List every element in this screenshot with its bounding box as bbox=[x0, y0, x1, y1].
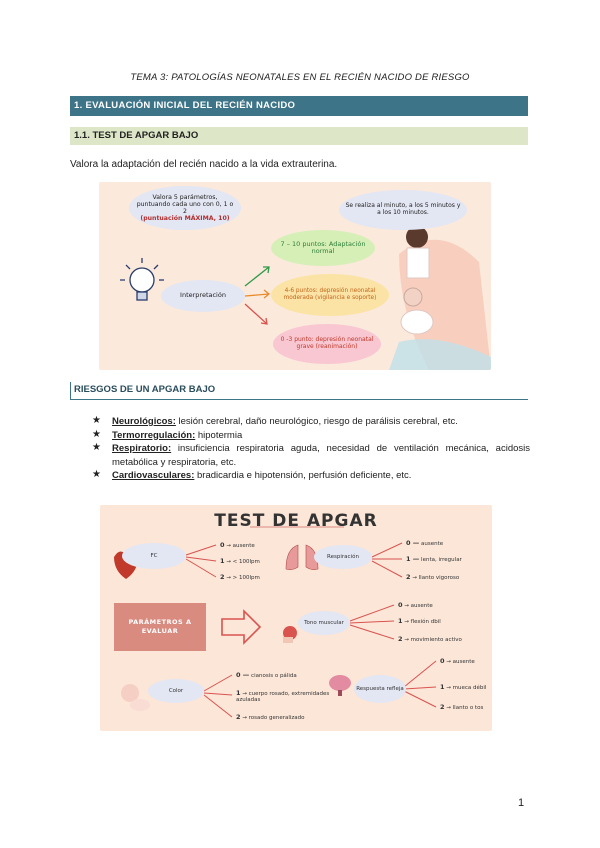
respiration-oval: Respiración bbox=[314, 545, 372, 569]
resp-option-0: 0 — ausente bbox=[406, 539, 444, 547]
reflex-option-2: 2 → llanto o tos bbox=[440, 703, 484, 711]
reflex-oval: Respuesta refleja bbox=[354, 675, 406, 703]
list-item: ★ Respiratorio: insuficiencia respiratoria aguda, necesidad de ventilación mecánica, acidosis metabólica y respiratoria, etc. bbox=[92, 442, 530, 468]
intro-text: Valora la adaptación del recién nacido a la vida extrauterina. bbox=[70, 159, 338, 170]
color-option-2: 2 → rosado generalizado bbox=[236, 713, 305, 721]
fc-option-0: 0 → ausente bbox=[220, 541, 255, 549]
parameters-box: PARÁMETROS A EVALUAR bbox=[114, 603, 206, 651]
section-heading: 1. EVALUACIÓN INICIAL DEL RECIÉN NACIDO bbox=[70, 96, 528, 116]
timing-oval: Se realiza al minuto, a los 5 minutos y a los 10 minutos. bbox=[339, 190, 467, 230]
fc-option-1: 1 → < 100lpm bbox=[220, 557, 260, 565]
muscle-tone-oval: Tono muscular bbox=[298, 611, 350, 635]
fc-oval: FC bbox=[122, 543, 186, 569]
arrow-moderate bbox=[245, 294, 269, 296]
resp-option-2: 2 → llanto vigoroso bbox=[406, 573, 460, 581]
star-bullet-icon: ★ bbox=[92, 442, 101, 453]
risks-list bbox=[90, 415, 530, 483]
apgar-interpretation-infographic bbox=[99, 182, 491, 370]
list-item: ★ Neurológicos: lesión cerebral, daño neurológico, riesgo de parálisis cerebral, etc. bbox=[92, 415, 458, 427]
reflex-option-1: 1 → mueca débil bbox=[440, 683, 487, 691]
reflex-option-0: 0 → ausente bbox=[440, 657, 475, 665]
document-title: TEMA 3: PATOLOGÍAS NEONATALES EN EL RECIÉN NACIDO DE RIESGO bbox=[130, 72, 470, 83]
arrow-severe bbox=[245, 304, 267, 324]
color-option-0: 0 — cianosis o pálida bbox=[236, 671, 297, 679]
tono-option-1: 1 → flexión dbil bbox=[398, 617, 441, 625]
tono-option-2: 2 → movimiento activo bbox=[398, 635, 462, 643]
fc-option-2: 2 → > 100lpm bbox=[220, 573, 260, 581]
baby-icon bbox=[121, 684, 150, 711]
color-oval: Color bbox=[148, 679, 204, 703]
big-arrow-icon bbox=[222, 611, 260, 643]
color-option-1: 1 → cuerpo rosado, extremidades azuladas bbox=[236, 689, 330, 703]
apgar-test-infographic bbox=[100, 505, 492, 731]
star-bullet-icon: ★ bbox=[92, 469, 101, 480]
subsection-heading: 1.1. TEST DE APGAR BAJO bbox=[70, 127, 528, 145]
muscle-icon bbox=[283, 626, 297, 643]
list-item: ★ Termorregulación: hipotermia bbox=[92, 428, 243, 441]
nurse-baby-illustration bbox=[389, 226, 491, 370]
tono-option-0: 0 → ausente bbox=[398, 601, 433, 609]
arrow-normal bbox=[245, 267, 269, 286]
params-oval: Valora 5 parámetros, puntuando cada uno con 0, 1 o 2 (puntuación MÁXIMA, 10) bbox=[129, 186, 241, 230]
severe-score-oval: 0 -3 punto: depresión neonatal grave (reanimación) bbox=[273, 324, 381, 364]
resp-option-1: 1 — lenta, irregular bbox=[406, 555, 462, 563]
list-item: ★ Cardiovasculares: bradicardia e hipotensión, perfusión deficiente, etc. bbox=[92, 469, 412, 481]
normal-score-oval: 7 – 10 puntos: Adaptación normal bbox=[271, 230, 375, 266]
moderate-score-oval: 4-6 puntos: depresión neonatal moderada (vigilancia e soporte) bbox=[271, 274, 389, 316]
lightbulb-icon bbox=[120, 258, 164, 300]
interpretation-oval: Interpretación bbox=[161, 280, 245, 312]
risks-heading: RIESGOS DE UN APGAR BAJO bbox=[70, 382, 528, 400]
page-number: 1 bbox=[518, 797, 525, 809]
apgar-title: TEST DE APGAR bbox=[214, 511, 378, 531]
star-bullet-icon: ★ bbox=[92, 415, 101, 426]
star-bullet-icon: ★ bbox=[92, 428, 101, 440]
